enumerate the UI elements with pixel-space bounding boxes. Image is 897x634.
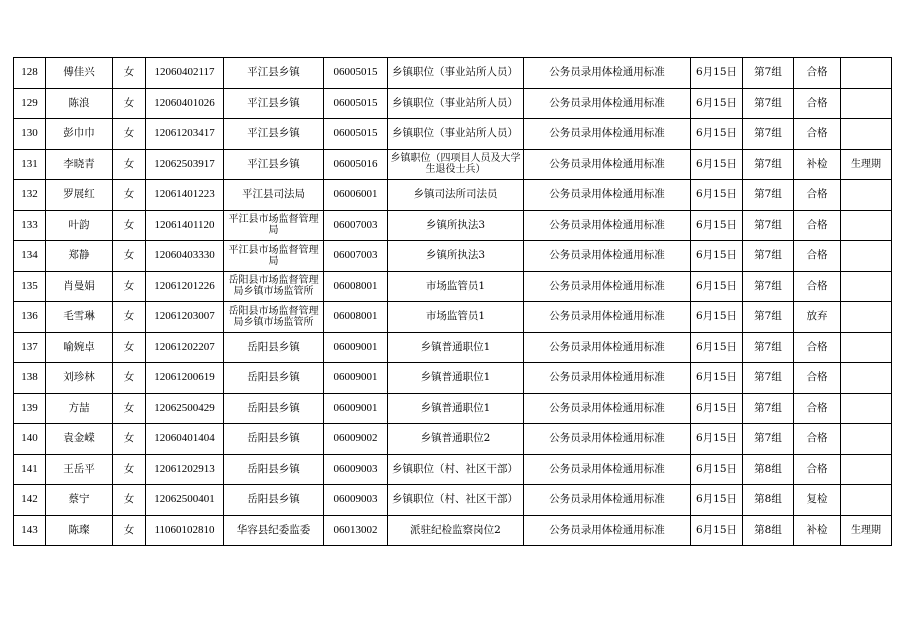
table-row: [14, 241, 892, 272]
position-code-cell: 06009001: [324, 332, 388, 363]
exam-id-cell: 12060401404: [146, 424, 224, 455]
exam-standard-cell: 公务员录用体检通用标准: [524, 332, 691, 363]
employer-unit-cell: 岳阳县乡镇: [224, 485, 324, 516]
exam-id-cell: 12061401120: [146, 210, 224, 241]
exam-id-cell: 12062503917: [146, 149, 224, 180]
exam-group-cell: 第7组: [743, 302, 794, 333]
exam-standard-cell: 公务员录用体检通用标准: [524, 424, 691, 455]
position-name-cell: 乡镇职位（四项目人员及大学生退役士兵）: [388, 149, 524, 180]
exam-id-cell: 11060102810: [146, 515, 224, 546]
candidate-name-cell: 陈浪: [46, 88, 113, 119]
exam-standard-cell: 公务员录用体检通用标准: [524, 210, 691, 241]
exam-group-cell: 第7组: [743, 271, 794, 302]
exam-result-cell: 合格: [794, 424, 841, 455]
position-name-cell: 派驻纪检监察岗位2: [388, 515, 524, 546]
position-name-cell: 乡镇所执法3: [388, 210, 524, 241]
exam-id-cell: 12060402117: [146, 58, 224, 89]
gender-cell: 女: [113, 332, 146, 363]
exam-date-cell: 6月15日: [691, 363, 743, 394]
exam-date-cell: 6月15日: [691, 332, 743, 363]
exam-date-cell: 6月15日: [691, 88, 743, 119]
position-name-cell: 乡镇职位（事业站所人员）: [388, 58, 524, 89]
candidate-name-cell: 彭巾巾: [46, 119, 113, 150]
remark-cell: [841, 119, 892, 150]
position-name-cell: 乡镇普通职位2: [388, 424, 524, 455]
employer-unit-cell: 平江县司法局: [224, 180, 324, 211]
row-number-cell: 135: [14, 271, 46, 302]
position-code-cell: 06008001: [324, 302, 388, 333]
exam-result-cell: 复检: [794, 485, 841, 516]
table-row: [14, 363, 892, 394]
gender-cell: 女: [113, 363, 146, 394]
table-row: [14, 180, 892, 211]
exam-group-cell: 第7组: [743, 393, 794, 424]
candidate-name-cell: 刘珍林: [46, 363, 113, 394]
exam-group-cell: 第7组: [743, 363, 794, 394]
row-number-cell: 140: [14, 424, 46, 455]
exam-date-cell: 6月15日: [691, 119, 743, 150]
table-row: [14, 58, 892, 89]
row-number-cell: 136: [14, 302, 46, 333]
remark-cell: [841, 180, 892, 211]
exam-group-cell: 第7组: [743, 241, 794, 272]
gender-cell: 女: [113, 515, 146, 546]
remark-cell: [841, 241, 892, 272]
row-number-cell: 129: [14, 88, 46, 119]
exam-date-cell: 6月15日: [691, 393, 743, 424]
position-code-cell: 06007003: [324, 241, 388, 272]
row-number-cell: 128: [14, 58, 46, 89]
position-code-cell: 06009002: [324, 424, 388, 455]
exam-standard-cell: 公务员录用体检通用标准: [524, 58, 691, 89]
exam-result-cell: 合格: [794, 119, 841, 150]
row-number-cell: 131: [14, 149, 46, 180]
remark-cell: [841, 302, 892, 333]
position-name-cell: 乡镇职位（事业站所人员）: [388, 88, 524, 119]
position-code-cell: 06009001: [324, 393, 388, 424]
exam-result-cell: 合格: [794, 58, 841, 89]
employer-unit-cell: 平江县乡镇: [224, 149, 324, 180]
employer-unit-cell: 岳阳县乡镇: [224, 424, 324, 455]
employer-unit-cell: 岳阳县乡镇: [224, 363, 324, 394]
table-row: [14, 271, 892, 302]
exam-group-cell: 第8组: [743, 454, 794, 485]
exam-standard-cell: 公务员录用体检通用标准: [524, 515, 691, 546]
exam-standard-cell: 公务员录用体检通用标准: [524, 363, 691, 394]
exam-result-cell: 合格: [794, 210, 841, 241]
gender-cell: 女: [113, 58, 146, 89]
exam-result-cell: 放弃: [794, 302, 841, 333]
exam-result-cell: 补检: [794, 149, 841, 180]
position-name-cell: 乡镇职位（村、社区干部）: [388, 454, 524, 485]
gender-cell: 女: [113, 393, 146, 424]
exam-result-cell: 合格: [794, 393, 841, 424]
exam-standard-cell: 公务员录用体检通用标准: [524, 485, 691, 516]
employer-unit-cell: 平江县乡镇: [224, 119, 324, 150]
position-code-cell: 06008001: [324, 271, 388, 302]
position-code-cell: 06005015: [324, 88, 388, 119]
gender-cell: 女: [113, 210, 146, 241]
employer-unit-cell: 岳阳县市场监督管理局乡镇市场监管所: [224, 302, 324, 333]
position-name-cell: 乡镇职位（村、社区干部）: [388, 485, 524, 516]
remark-cell: [841, 454, 892, 485]
employer-unit-cell: 华容县纪委监委: [224, 515, 324, 546]
position-name-cell: 乡镇普通职位1: [388, 363, 524, 394]
remark-cell: [841, 332, 892, 363]
gender-cell: 女: [113, 302, 146, 333]
exam-id-cell: 12061203417: [146, 119, 224, 150]
position-code-cell: 06009001: [324, 363, 388, 394]
exam-id-cell: 12061202207: [146, 332, 224, 363]
remark-cell: 生理期: [841, 515, 892, 546]
row-number-cell: 143: [14, 515, 46, 546]
exam-group-cell: 第7组: [743, 180, 794, 211]
table-row: [14, 485, 892, 516]
exam-date-cell: 6月15日: [691, 515, 743, 546]
position-code-cell: 06007003: [324, 210, 388, 241]
exam-group-cell: 第7组: [743, 332, 794, 363]
candidate-name-cell: 罗展红: [46, 180, 113, 211]
candidate-name-cell: 王岳平: [46, 454, 113, 485]
exam-result-cell: 合格: [794, 454, 841, 485]
gender-cell: 女: [113, 119, 146, 150]
exam-standard-cell: 公务员录用体检通用标准: [524, 149, 691, 180]
candidate-name-cell: 傅佳兴: [46, 58, 113, 89]
exam-date-cell: 6月15日: [691, 485, 743, 516]
gender-cell: 女: [113, 424, 146, 455]
employer-unit-cell: 岳阳县市场监督管理局乡镇市场监管所: [224, 271, 324, 302]
exam-id-cell: 12061202913: [146, 454, 224, 485]
position-name-cell: 市场监管员1: [388, 302, 524, 333]
position-name-cell: 乡镇司法所司法员: [388, 180, 524, 211]
candidate-name-cell: 喻婉卓: [46, 332, 113, 363]
exam-id-cell: 12061201226: [146, 271, 224, 302]
exam-id-cell: 12060403330: [146, 241, 224, 272]
exam-group-cell: 第7组: [743, 119, 794, 150]
employer-unit-cell: 岳阳县乡镇: [224, 332, 324, 363]
exam-date-cell: 6月15日: [691, 210, 743, 241]
exam-result-cell: 合格: [794, 363, 841, 394]
exam-result-cell: 合格: [794, 88, 841, 119]
remark-cell: [841, 363, 892, 394]
employer-unit-cell: 岳阳县乡镇: [224, 393, 324, 424]
gender-cell: 女: [113, 241, 146, 272]
table-row: [14, 454, 892, 485]
exam-standard-cell: 公务员录用体检通用标准: [524, 180, 691, 211]
row-number-cell: 139: [14, 393, 46, 424]
exam-standard-cell: 公务员录用体检通用标准: [524, 302, 691, 333]
candidate-name-cell: 肖曼娟: [46, 271, 113, 302]
exam-group-cell: 第8组: [743, 515, 794, 546]
remark-cell: [841, 485, 892, 516]
position-code-cell: 06013002: [324, 515, 388, 546]
table-row: [14, 210, 892, 241]
row-number-cell: 134: [14, 241, 46, 272]
gender-cell: 女: [113, 149, 146, 180]
remark-cell: [841, 393, 892, 424]
position-name-cell: 乡镇所执法3: [388, 241, 524, 272]
exam-standard-cell: 公务员录用体检通用标准: [524, 119, 691, 150]
position-name-cell: 乡镇职位（事业站所人员）: [388, 119, 524, 150]
exam-group-cell: 第7组: [743, 149, 794, 180]
exam-date-cell: 6月15日: [691, 180, 743, 211]
exam-standard-cell: 公务员录用体检通用标准: [524, 271, 691, 302]
exam-group-cell: 第7组: [743, 88, 794, 119]
position-code-cell: 06005015: [324, 58, 388, 89]
remark-cell: [841, 88, 892, 119]
exam-result-cell: 合格: [794, 241, 841, 272]
exam-id-cell: 12061200619: [146, 363, 224, 394]
gender-cell: 女: [113, 88, 146, 119]
table-body: [14, 58, 892, 546]
table-row: [14, 302, 892, 333]
candidate-name-cell: 叶韵: [46, 210, 113, 241]
exam-id-cell: 12060401026: [146, 88, 224, 119]
exam-date-cell: 6月15日: [691, 58, 743, 89]
candidate-name-cell: 袁金嵘: [46, 424, 113, 455]
position-code-cell: 06009003: [324, 485, 388, 516]
exam-group-cell: 第7组: [743, 210, 794, 241]
table-row: [14, 149, 892, 180]
exam-id-cell: 12061401223: [146, 180, 224, 211]
position-name-cell: 市场监管员1: [388, 271, 524, 302]
position-code-cell: 06005016: [324, 149, 388, 180]
exam-standard-cell: 公务员录用体检通用标准: [524, 393, 691, 424]
candidate-name-cell: 陈璨: [46, 515, 113, 546]
exam-date-cell: 6月15日: [691, 302, 743, 333]
exam-date-cell: 6月15日: [691, 454, 743, 485]
table-row: [14, 424, 892, 455]
position-code-cell: 06005015: [324, 119, 388, 150]
exam-standard-cell: 公务员录用体检通用标准: [524, 454, 691, 485]
remark-cell: [841, 271, 892, 302]
gender-cell: 女: [113, 180, 146, 211]
candidate-name-cell: 郑静: [46, 241, 113, 272]
exam-result-cell: 合格: [794, 180, 841, 211]
employer-unit-cell: 平江县乡镇: [224, 88, 324, 119]
exam-results-table: [13, 57, 892, 546]
candidate-name-cell: 李晓青: [46, 149, 113, 180]
employer-unit-cell: 平江县乡镇: [224, 58, 324, 89]
exam-date-cell: 6月15日: [691, 149, 743, 180]
gender-cell: 女: [113, 485, 146, 516]
table-row: [14, 515, 892, 546]
exam-standard-cell: 公务员录用体检通用标准: [524, 241, 691, 272]
position-name-cell: 乡镇普通职位1: [388, 393, 524, 424]
row-number-cell: 137: [14, 332, 46, 363]
exam-result-cell: 补检: [794, 515, 841, 546]
exam-group-cell: 第8组: [743, 485, 794, 516]
exam-group-cell: 第7组: [743, 58, 794, 89]
candidate-name-cell: 蔡宁: [46, 485, 113, 516]
row-number-cell: 142: [14, 485, 46, 516]
table-row: [14, 332, 892, 363]
position-code-cell: 06009003: [324, 454, 388, 485]
exam-id-cell: 12061203007: [146, 302, 224, 333]
row-number-cell: 130: [14, 119, 46, 150]
exam-standard-cell: 公务员录用体检通用标准: [524, 88, 691, 119]
exam-date-cell: 6月15日: [691, 241, 743, 272]
exam-group-cell: 第7组: [743, 424, 794, 455]
candidate-name-cell: 毛雪琳: [46, 302, 113, 333]
remark-cell: [841, 58, 892, 89]
exam-result-cell: 合格: [794, 271, 841, 302]
exam-date-cell: 6月15日: [691, 424, 743, 455]
row-number-cell: 132: [14, 180, 46, 211]
exam-result-cell: 合格: [794, 332, 841, 363]
table-row: [14, 393, 892, 424]
remark-cell: [841, 210, 892, 241]
row-number-cell: 141: [14, 454, 46, 485]
gender-cell: 女: [113, 271, 146, 302]
candidate-name-cell: 方喆: [46, 393, 113, 424]
table-row: [14, 119, 892, 150]
exam-id-cell: 12062500429: [146, 393, 224, 424]
position-code-cell: 06006001: [324, 180, 388, 211]
row-number-cell: 138: [14, 363, 46, 394]
gender-cell: 女: [113, 454, 146, 485]
row-number-cell: 133: [14, 210, 46, 241]
exam-id-cell: 12062500401: [146, 485, 224, 516]
employer-unit-cell: 岳阳县乡镇: [224, 454, 324, 485]
employer-unit-cell: 平江县市场监督管理局: [224, 241, 324, 272]
remark-cell: [841, 424, 892, 455]
remark-cell: 生理期: [841, 149, 892, 180]
employer-unit-cell: 平江县市场监督管理局: [224, 210, 324, 241]
position-name-cell: 乡镇普通职位1: [388, 332, 524, 363]
exam-date-cell: 6月15日: [691, 271, 743, 302]
table-row: [14, 88, 892, 119]
